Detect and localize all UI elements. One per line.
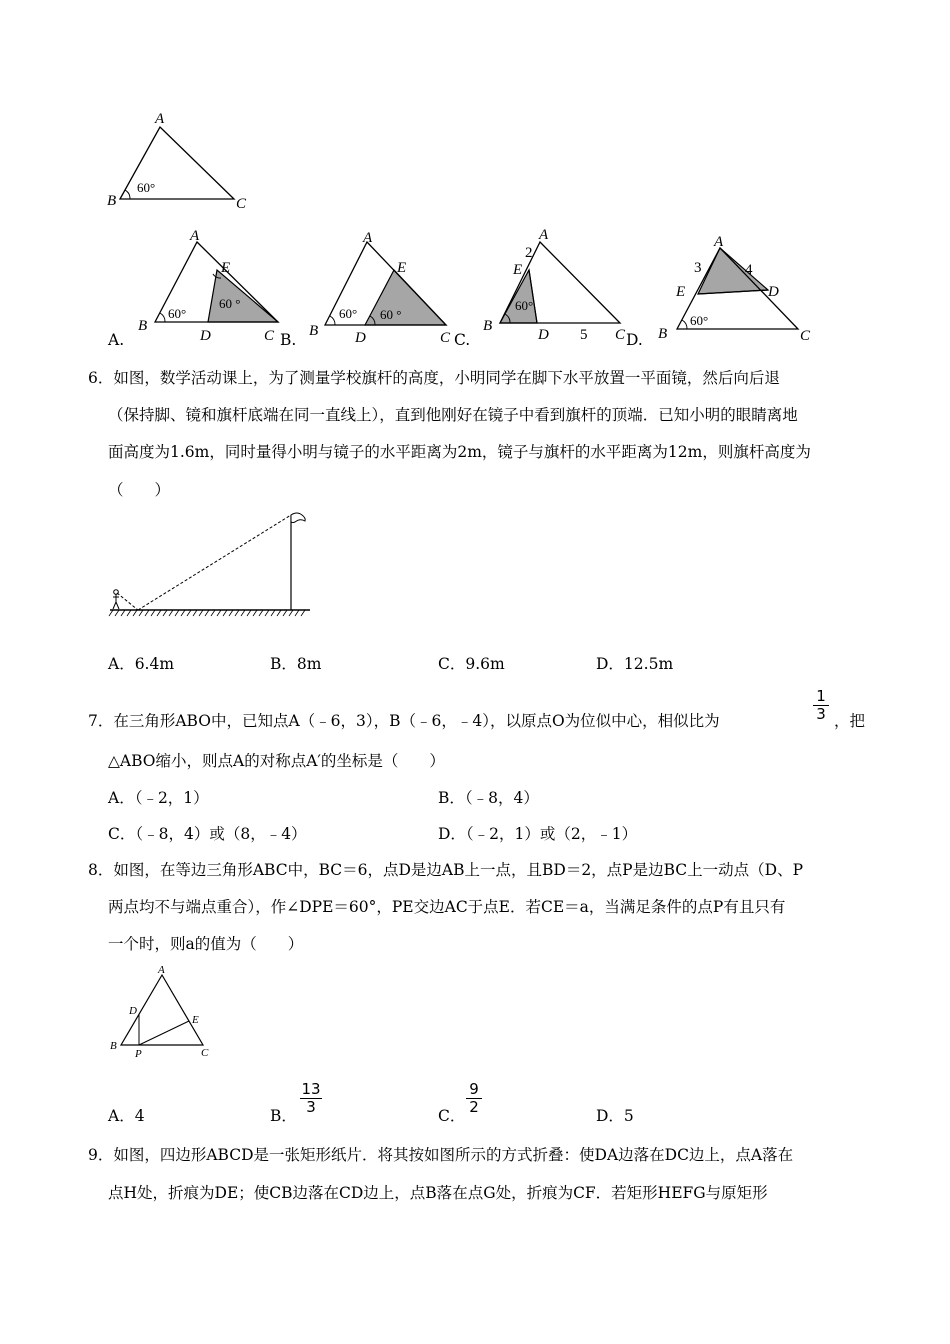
svg-text:B: B <box>138 318 148 334</box>
q8-option-d[interactable]: D．5 <box>596 1107 634 1125</box>
q5-option-c-figure[interactable] <box>480 222 640 347</box>
svg-text:D: D <box>129 1005 137 1017</box>
svg-text:C: C <box>201 1047 209 1059</box>
sight-line-flag <box>138 515 291 610</box>
svg-text:3: 3 <box>694 260 702 276</box>
q5-option-d-letter[interactable]: D. <box>626 331 643 349</box>
q8-line-3: 一个时，则a的值为（ ） <box>108 935 304 953</box>
svg-text:60°: 60° <box>339 306 358 321</box>
svg-text:C: C <box>615 327 626 343</box>
q5-option-a-figure[interactable] <box>130 230 290 350</box>
svg-text:A: A <box>539 227 549 243</box>
ground-hatching <box>109 610 305 616</box>
svg-text:B: B <box>309 323 319 339</box>
svg-text:60°: 60° <box>168 306 187 321</box>
svg-text:D: D <box>355 330 366 346</box>
svg-text:P: P <box>135 1048 142 1060</box>
svg-text:A: A <box>190 228 200 244</box>
vertex-c: C <box>236 196 247 212</box>
svg-text:C: C <box>264 328 275 344</box>
svg-text:E: E <box>676 284 686 300</box>
svg-text:C: C <box>440 330 451 346</box>
q8-option-b-fraction: 13 3 <box>301 1080 321 1116</box>
svg-text:C: C <box>800 328 811 344</box>
q8-option-c-label[interactable]: C． <box>438 1107 466 1125</box>
q6-line-2: （保持脚、镜和旗杆底端在同一直线上），直到他刚好在镜子中看到旗杆的顶端．已知小明的眼睛离地 <box>108 406 798 424</box>
svg-text:A: A <box>714 234 724 250</box>
svg-text:D: D <box>538 327 549 343</box>
svg-text:A: A <box>158 964 165 976</box>
svg-text:60°: 60° <box>515 298 534 313</box>
vertex-a: A <box>155 111 165 127</box>
q9-line-1: 9．如图，四边形ABCD是一张矩形纸片．将其按如图所示的方式折叠：使DA边落在DC边上，点A落在 <box>88 1146 794 1164</box>
top-triangle-figure <box>100 110 260 220</box>
svg-text:4: 4 <box>745 262 753 278</box>
q8-line-1: 8．如图，在等边三角形ABC中，BC＝6，点D是边AB上一点，且BD＝2，点P是边BC上一动点（D、P <box>88 861 804 879</box>
q9-line-2: 点H处，折痕为DE；使CB边落在CD边上，点B落在点G处，折痕为CF．若矩形HEFG与原矩形 <box>108 1184 768 1202</box>
q8-option-a[interactable]: A．4 <box>108 1107 145 1125</box>
q7-option-c[interactable]: C．（﹣8，4）或（8，﹣4） <box>108 825 307 843</box>
q7-line-2: △ABO缩小，则点A的对称点A′的坐标是（ ） <box>108 752 445 770</box>
angle-b-label: 60° <box>137 180 156 195</box>
svg-text:2: 2 <box>525 245 533 261</box>
shaded-triangle <box>365 270 446 325</box>
q7-option-b[interactable]: B．（﹣8，4） <box>438 789 539 807</box>
svg-text:E: E <box>397 260 407 276</box>
angle-arc-b <box>125 190 130 199</box>
vertex-b: B <box>107 193 117 209</box>
svg-text:60 °: 60 ° <box>380 307 402 322</box>
svg-text:60 °: 60 ° <box>219 296 241 311</box>
q5-option-c-letter[interactable]: C. <box>454 331 471 349</box>
svg-text:60°: 60° <box>690 313 709 328</box>
q8-option-c-fraction: 9 2 <box>466 1081 482 1116</box>
q5-option-b-letter[interactable]: B. <box>280 331 297 349</box>
q5-option-d-figure[interactable] <box>650 230 820 350</box>
svg-text:A: A <box>363 230 373 246</box>
svg-text:E: E <box>513 262 523 278</box>
svg-text:E: E <box>192 1014 199 1026</box>
svg-text:5: 5 <box>580 327 588 343</box>
svg-text:D: D <box>200 328 211 344</box>
svg-text:D: D <box>768 284 779 300</box>
q8-option-b-label[interactable]: B． <box>270 1107 297 1125</box>
svg-text:B: B <box>110 1040 117 1052</box>
q6-flagpole-figure <box>105 505 315 625</box>
svg-text:B: B <box>658 326 668 342</box>
q5-option-b-figure[interactable] <box>305 230 465 350</box>
q8-triangle-figure <box>105 965 225 1065</box>
q7-option-a[interactable]: A．（﹣2，1） <box>108 789 209 807</box>
q6-option-c[interactable]: C．9.6m <box>438 655 505 673</box>
q8-line-2: 两点均不与端点重合），作∠DPE＝60°，PE交边AC于点E．若CE＝a，当满足条件的点P有且只有 <box>108 898 786 916</box>
q7-ratio-fraction: 1 3 <box>813 688 829 723</box>
q6-option-d[interactable]: D．12.5m <box>596 655 674 673</box>
q7-option-d[interactable]: D．（﹣2，1）或（2，﹣1） <box>438 825 638 843</box>
svg-text:B: B <box>483 318 493 334</box>
q6-option-b[interactable]: B．8m <box>270 655 322 673</box>
person-icon <box>113 590 119 609</box>
q7-line-1-end: ，把 <box>834 712 866 730</box>
sight-line-eye <box>117 593 138 610</box>
q6-line-4: （ ） <box>108 481 171 499</box>
q5-option-a-letter[interactable]: A. <box>108 331 125 349</box>
q7-line-1: 7．在三角形ABO中，已知点A（﹣6，3），B（﹣6，﹣4），以原点O为位似中心，相似比为 <box>88 712 720 730</box>
flag-icon <box>291 513 305 523</box>
svg-text:E: E <box>221 260 231 276</box>
q6-line-3: 面高度为1.6m，同时量得小明与镜子的水平距离为2m，镜子与旗杆的水平距离为12m，则旗杆高度为 <box>108 443 811 461</box>
q6-option-a[interactable]: A．6.4m <box>108 655 175 673</box>
segment-pe <box>139 1021 189 1045</box>
q6-line-1: 6．如图，数学活动课上，为了测量学校旗杆的高度，小明同学在脚下水平放置一平面镜，然后向后退 <box>88 369 780 387</box>
